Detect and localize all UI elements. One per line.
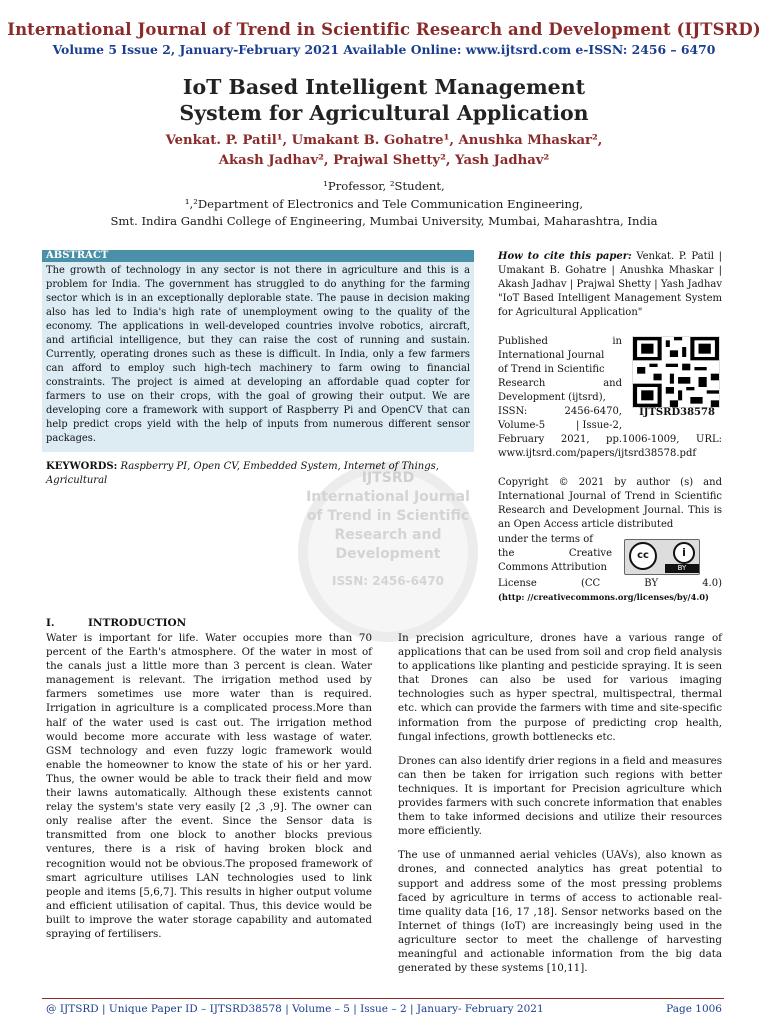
- publication-info: [498, 335, 622, 433]
- intro-paragraph: In precision agriculture, drones have a various range of applications that can be used from soil and crop field analysis to applications like planting and pesticide spraying. It is seen that Drones can also be used for various imaging technologies such as hyper spectral, multispectral, thermal etc. which can provide the farmers with time and site-specific information from the purpose of predicting crop health, fungal infections, growth bottlenecks etc.: [398, 632, 722, 743]
- authors-line-2: Akash Jadhav², Prajwal Shetty², Yash Jadhav²: [218, 153, 550, 168]
- citation-tail: February 2021, pp.1006-1009, URL: www.ijtsrd.com/papers/ijtsrd38578.pdf: [498, 434, 722, 459]
- license-word: Commons Attribution: [498, 562, 607, 573]
- pub-cell: 2456-6470,: [564, 406, 622, 417]
- watermark-line: Research and: [334, 527, 442, 543]
- watermark-line: of Trend in Scientific: [306, 508, 470, 524]
- pub-cell: Development (ijtsrd),: [498, 392, 606, 403]
- citation-label: How to cite this paper:: [498, 251, 632, 262]
- qr-code-graphic: [633, 337, 719, 407]
- license-url[interactable]: (http: //creativecommons.org/licenses/by/4.0): [498, 592, 709, 602]
- cc-icon: cc: [629, 542, 657, 570]
- watermark-line: International Journal: [306, 489, 470, 505]
- watermark-text: [298, 488, 478, 564]
- by-label: BY: [665, 564, 699, 573]
- intro-paragraph: The use of unmanned aerial vehicles (UAVs), also known as drones, and connected analytics has great potential to support and address some of the most pressing problems faced by agriculture in terms of access to actionable real-time quality data [16, 17 ,18]. Sensor networks based on the Internet of things (IoT) are increasingly being used in the agriculture sector to meet the challenge of harvesting meaningful and actionable information from the big data generated by these systems [10,11].: [398, 849, 722, 975]
- authors-line-1: Venkat. P. Patil¹, Umakant B. Gohatre¹, Anushka Mhaskar²,: [165, 133, 603, 148]
- license-line: [498, 547, 612, 561]
- watermark-line: Development: [335, 546, 441, 562]
- cc-by-license-icon: [624, 539, 700, 575]
- intro-paragraph: Water is important for life. Water occupies more than 70 percent of the Earth's atmosphere. Of the water in most of the canals just a little more than 3 percent is clean. Water management is relevant. The irrigation method used by farmers sometimes use more water than is required. Irrigation in agriculture is a complicated process.More than half of the water used is cast out. The irrigation method would become more accurate with less wastage of water. GSM technology and even fuzzy logic framework would enable the homeowner to know the state of his or her yard. Thus, the owner would be able to track their field and mow their lawns automatically. Although these existents cannot relay the system's state very easily [2 ,3 ,9]. The owner can only realise after the event. Since the Sensor data is transmitted from one block to another blocks previous ventures, there is a risk of having broken block and recognition would not be obvious.The proposed framework of smart agriculture utilises LAN technologies used to link people and items [5,6,7]. This results in higher output volume and efficient utilisation of capital. Thus, this device would be built to improve the water storage capability and automated spraying of fertilisers.: [46, 632, 372, 940]
- keywords-label: KEYWORDS:: [46, 461, 118, 472]
- person-icon: i: [673, 542, 695, 564]
- journal-issue-line: Volume 5 Issue 2, January-February 2021 Available Online: www.ijtsrd.com e-ISSN: 2456 – 6470: [52, 42, 716, 57]
- section-heading: [46, 617, 187, 629]
- pub-cell: of Trend in Scientific: [498, 364, 605, 375]
- citation-block: [498, 250, 722, 320]
- pub-cell: Research: [498, 378, 546, 389]
- license-word: (CC: [580, 578, 601, 589]
- pub-row: [498, 363, 622, 377]
- intro-paragraph: Drones can also identify drier regions in a field and measures can then be taken for irrigation such regions with better techniques. It is important for Precision agriculture which provides farmers with such concrete information that enables them to take informed decisions and utilize their resources more efficiently.: [398, 754, 722, 838]
- qr-label: IJTSRD38578: [639, 407, 715, 418]
- affiliation-dept: ¹,²Department of Electronics and Tele Communication Engineering,: [184, 196, 584, 211]
- license-word: 4.0): [702, 578, 722, 589]
- pub-cell: | Issue-2,: [575, 420, 622, 431]
- license-line-cc: [498, 577, 722, 591]
- copyright-text: Copyright © 2021 by author (s) and International Journal of Trend in Scientific Research and Development Journal. This is an Open Access article distributed: [498, 477, 722, 530]
- pub-cell: in: [612, 336, 622, 347]
- pub-row: [498, 419, 622, 433]
- qr-code-icon: [632, 336, 720, 408]
- pub-row: [498, 335, 622, 349]
- pub-cell: International Journal: [498, 350, 605, 361]
- pub-row: [498, 405, 622, 419]
- footer-divider: [42, 998, 724, 999]
- title-line-2: System for Agricultural Application: [179, 101, 589, 125]
- journal-name: International Journal of Trend in Scientific Research and Development (IJTSRD): [7, 20, 761, 39]
- keywords: [46, 460, 470, 488]
- pub-row: [498, 377, 622, 391]
- keywords-text: Raspberry PI, Open CV, Embedded System, Internet of Things, Agricultural: [46, 461, 439, 486]
- pub-cell: ISSN:: [498, 406, 528, 417]
- affiliation-college: Smt. Indira Gandhi College of Engineering, Mumbai University, Mumbai, Maharashtra, India: [110, 214, 658, 228]
- section-number: I.: [46, 617, 55, 629]
- page-number: Page 1006: [666, 1003, 722, 1015]
- paper-title: [0, 74, 768, 126]
- pub-row: [498, 391, 622, 405]
- intro-left-column: [46, 631, 372, 941]
- affiliation-roles: ¹Professor, ²Student,: [323, 179, 445, 193]
- footer-left: @ IJTSRD | Unique Paper ID – IJTSRD38578 | Volume – 5 | Issue – 2 | January- February 2021: [46, 1003, 544, 1015]
- license-word: under the terms of: [498, 534, 593, 545]
- license-word: the: [498, 548, 515, 559]
- page-footer: [46, 1003, 722, 1015]
- authors: [0, 131, 768, 171]
- watermark-issn: ISSN: 2456-6470: [331, 574, 444, 588]
- section-title: INTRODUCTION: [88, 617, 187, 629]
- license-line: [498, 533, 612, 547]
- intro-right-column: [398, 631, 722, 985]
- pub-cell: Published: [498, 336, 548, 347]
- abstract-heading: ABSTRACT: [42, 250, 474, 262]
- license-word: License: [498, 578, 537, 589]
- license-word: BY: [644, 578, 659, 589]
- license-line: [498, 561, 612, 575]
- pub-cell: and: [603, 378, 622, 389]
- title-line-1: IoT Based Intelligent Management: [182, 75, 586, 99]
- watermark-logo: IJTSRD: [361, 470, 415, 486]
- license-word: Creative: [568, 548, 612, 559]
- abstract-text: The growth of technology in any sector is not there in agriculture and this is a problem for India. The government has struggled to do anything for the farming sector which is in an exceptionally deplorable state. The pause in decision making also has led to India's high rate of unemployment owing to the quality of the economy. The applications in well-developed countries involve robotics, aircraft, and artificial intelligence, but they can raise the cost of running and sustain. Currently, operating drones such as these is difficult. In India, only a few farmers can afford to employ such high-tech machinery to farm owing to financial constraints. The project is aimed at developing an affordable quad copter for farmers to use on their crops, with the goal of growing their output. We are developing core a framework with support of Raspberry Pi and OpenCV that can help predict crops yield with the help of inputs from numerous different sensor packages.: [46, 265, 470, 444]
- pub-cell: Volume-5: [498, 420, 546, 431]
- affiliation: [0, 178, 768, 231]
- citation-text: Venkat. P. Patil | Umakant B. Gohatre | Anushka Mhaskar | Akash Jadhav | Prajwal Shetty | Yash Jadhav "IoT Based Intelligent Management System for Agricultural Application": [498, 251, 722, 318]
- pub-row: [498, 349, 622, 363]
